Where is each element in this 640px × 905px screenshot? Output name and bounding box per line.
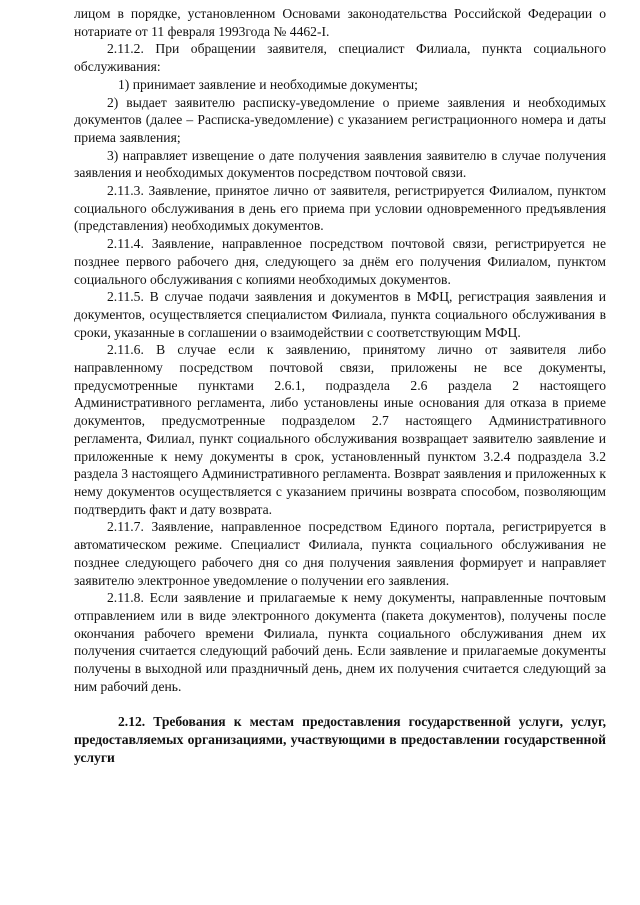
- paragraph-2-11-3: 2.11.3. Заявление, принятое лично от заявителя, регистрируется Филиалом, пунктом социального обслуживания в день его приема при условии одновременного предъявления (представления) необходимых документов.: [74, 183, 606, 234]
- paragraph-2-11-2: 2.11.2. При обращении заявителя, специалист Филиала, пункта социального обслуживания:: [74, 41, 606, 75]
- list-item-3: 3) направляет извещение о дате получения заявления заявителю в случае получения заявления и необходимых документов посредством почтовой связи.: [74, 147, 606, 181]
- paragraph-2-11-8: 2.11.8. Если заявление и прилагаемые к нему документы, направленные почтовым отправлением или в виде электронного документа (пакета документов), получены после окончания рабочего времени Филиала, пункта социального обслуживания днем их получения считается следующий рабочий день. Если заявление и прилагаемые документы получены в выходной или праздничный день, днем их получения считается следующий за ним рабочий день.: [74, 590, 606, 694]
- paragraph-continuation: лицом в порядке, установленном Основами законодательства Российской Федерации о нотариате от 11 февраля 1993года № 4462-I.: [74, 6, 606, 39]
- paragraph-2-11-4: 2.11.4. Заявление, направленное посредством почтовой связи, регистрируется не позднее первого рабочего дня, следующего за днём его получения Филиалом, пунктом социального обслуживания с копиями необходимых документов.: [74, 236, 606, 287]
- paragraph-2-11-7: 2.11.7. Заявление, направленное посредством Единого портала, регистрируется в автоматическом режиме. Специалист Филиала, пункта социального обслуживания не позднее следующего рабочего дня со дня получения заявления формирует и направляет заявителю электронное уведомление о получении его заявления.: [74, 519, 606, 588]
- list-item-1: 1) принимает заявление и необходимые документы;: [118, 76, 418, 92]
- section-heading-2-12: 2.12. Требования к местам предоставления государственной услуги, услуг, предоставляемых организациями, участвующими в предоставлении государственной услуги: [74, 714, 606, 766]
- list-item-2: 2) выдает заявителю расписку-уведомление о приеме заявления и необходимых документов (далее – Расписка-уведомление) с указанием регистрационного номера и даты приема заявления;: [74, 94, 606, 145]
- document-page: [74, 5, 606, 767]
- paragraph-2-11-5: 2.11.5. В случае подачи заявления и документов в МФЦ, регистрация заявления и документов, осуществляется специалистом Филиала, пункта социального обслуживания в сроки, указанные в соглашении о взаимодействии с соответствующим МФЦ.: [74, 289, 606, 340]
- paragraph-2-11-6: 2.11.6. В случае если к заявлению, принятому лично от заявителя либо направленному посредством почтовой связи, приложены не все документы, предусмотренные пунктами 2.6.1, подраздела 2.6 раздела 2 настоящего Административного регламента, либо установлены иные основания для отказа в приеме документов, предусмотренные подразделом 2.7 настоящего Административного регламента, Филиал, пункт социального обслуживания возвращает заявителю заявление и приложенные к нему документы в срок, установленный пунктом 3.2.4 подраздела 3.2 раздела 3 настоящего Административного регламента. Возврат заявления и приложенных к нему документов осуществляется с указанием причины возврата способом, позволяющим подтвердить факт и дату возврата.: [74, 342, 606, 517]
